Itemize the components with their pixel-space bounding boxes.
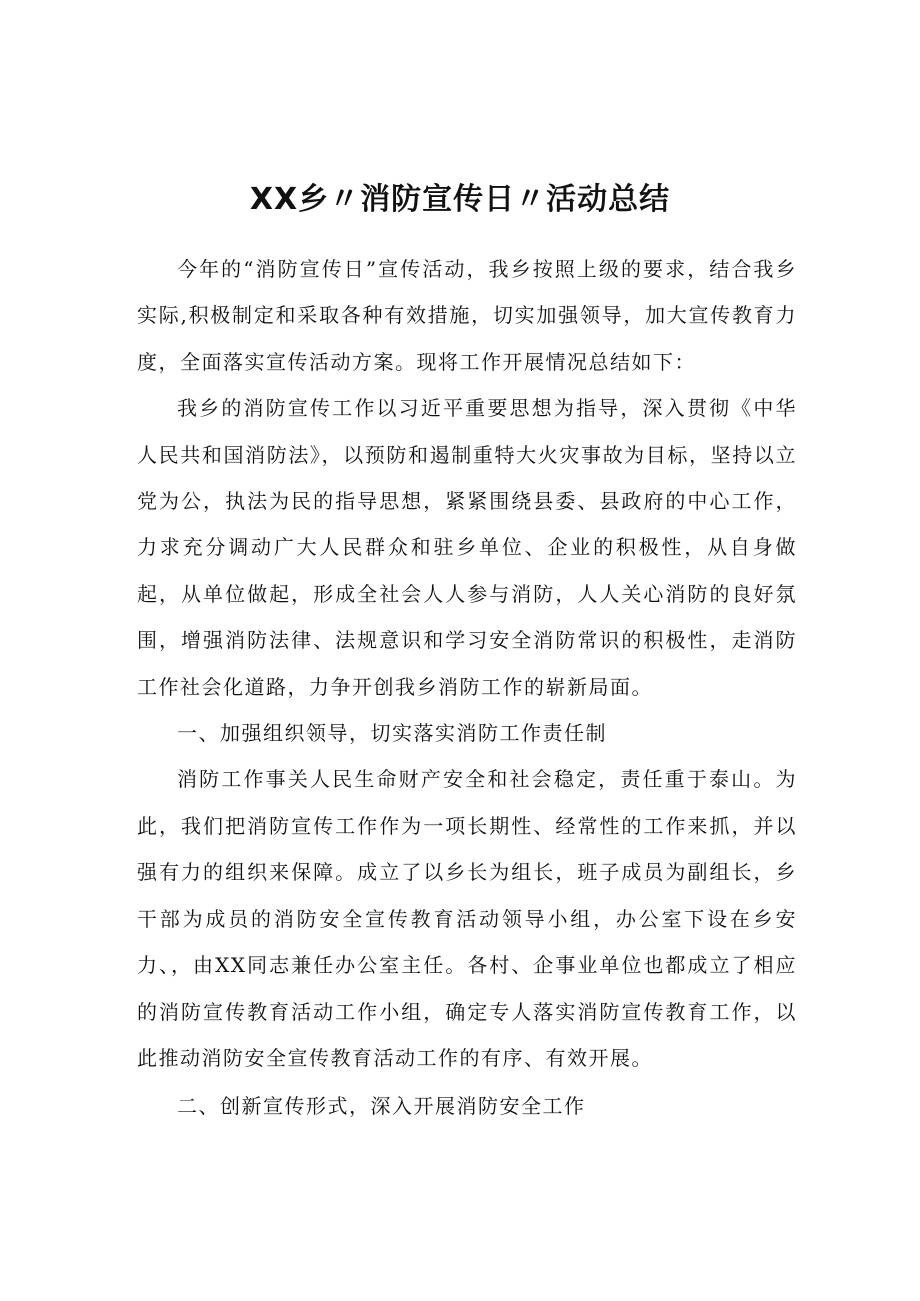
guiding-principles-paragraph: 我乡的消防宣传工作以习近平重要思想为指导，深入贯彻《中华人民共和国消防法》，以预防和遏制重特大火灾事故为目标，坚持以立党为公，执法为民的指导思想，紧紧围绕县委、县政府的中心工作，力求充分调动广大人民群众和驻乡单位、企业的积极性，从自身做起，从单位做起，形成全社会人人参与消防，人人关心消防的良好氛围，增强消防法律、法规意识和学习安全消防常识的积极性，走消防工作社会化道路，力争开创我乡消防工作的崭新局面。	[137, 396, 797, 699]
section-heading-2: 二、创新宣传形式，深入开展消防安全工作	[177, 1094, 586, 1119]
section-1-paragraph: 消防工作事关人民生命财产安全和社会稳定，责任重于泰山。为此，我们把消防宣传工作作为一项长期性、经常性的工作来抓，并以强有力的组织来保障。成立了以乡长为组长，班子成员为副组长，乡干部为成员的消防安全宣传教育活动领导小组，办公室下设在乡安力、，由XX同志兼任办公室主任。各村、企事业单位也都成立了相应的消防宣传教育活动工作小组，确定专人落实消防宣传教育工作，以此推动消防安全宣传教育活动工作的有序、有效开展。	[137, 767, 797, 1070]
section-heading-1: 一、加强组织领导，切实落实消防工作责任制	[177, 721, 607, 746]
document-title: XX乡〃消防宣传日〃活动总结	[249, 182, 671, 217]
document-body	[137, 246, 797, 1130]
intro-paragraph: 今年的“消防宣传日”宣传活动，我乡按照上级的要求，结合我乡实际,积极制定和采取各种有效措施，切实加强领导，加大宣传教育力度，全面落实宣传活动方案。现将工作开展情况总结如下：	[137, 257, 797, 374]
